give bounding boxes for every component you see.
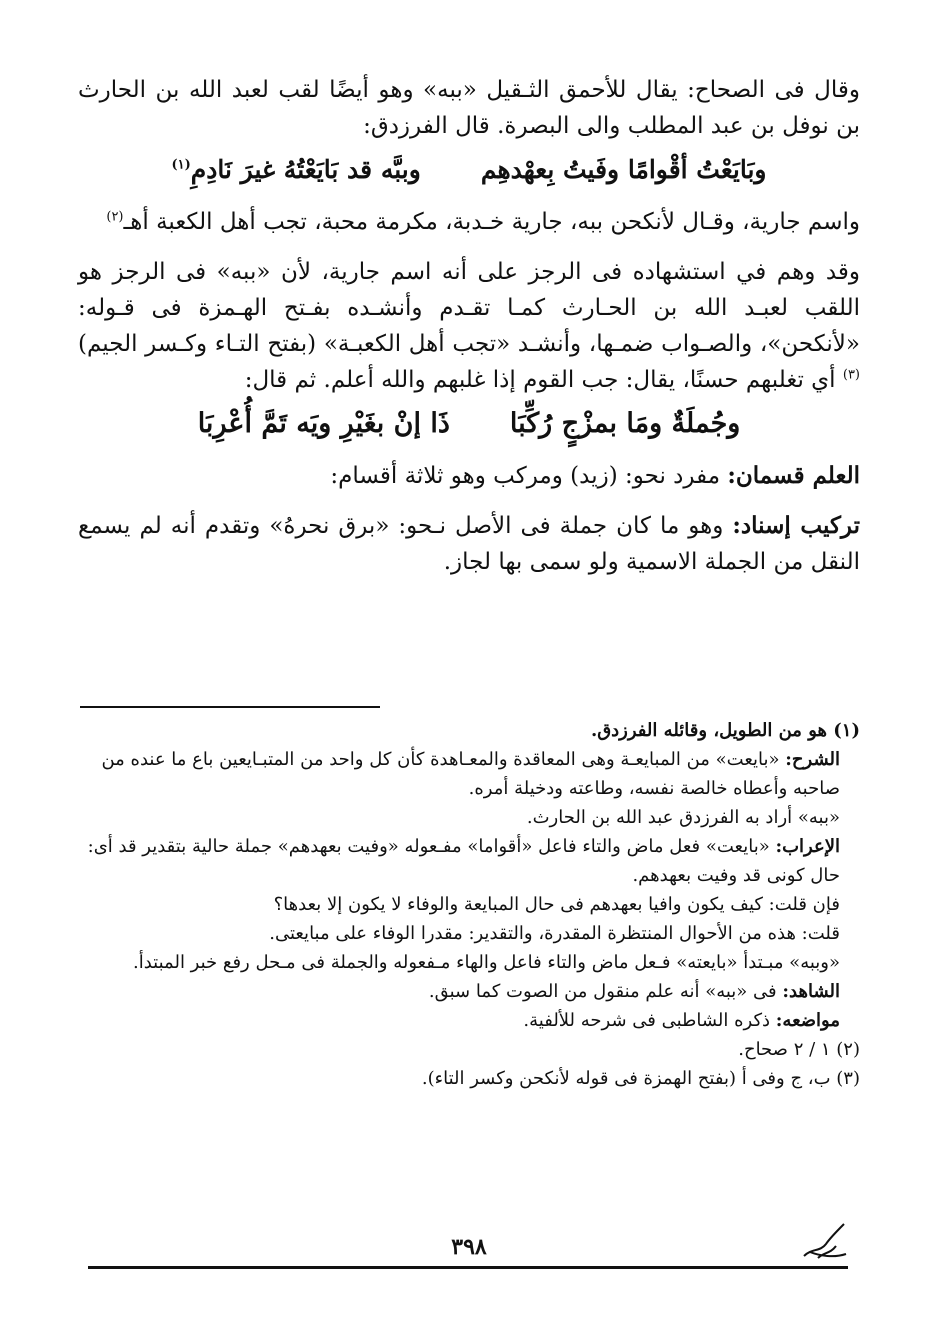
footnote-shahid: الشاهد: فى «ببه» أنه علم منقول من الصوت كما سبق. [428,981,840,1002]
footnote-ref-2: (٢) [106,209,124,225]
footnote-irab: الإعراب: «بايعت» فعل ماض والتاء فاعل «أقواما» مفـعوله «وفيت بعهدهم» جملة حالية بتقدير قد أى: حال كونى قد وفيت بعهدهم. [87,836,840,886]
verse-2-second-hemistich: ذَا إنْ بغَيْرِ ويَه تَمَّ أُعْرِبَا [197,408,450,439]
verse-1-first-hemistich: وبَايَعْتُ أقْوامًا وفَيتُ بِعهْدهِم [480,155,767,184]
main-text [78,72,860,594]
footnote-wababbah: «وببه» مبـتدأ «بايعته» فـعل ماض والتاء فاعل والهاء مـفعوله والجملة فى مـحل رفع خبر المبتدأ. [133,952,840,973]
footnote-mawadi: مواضعه: ذكره الشاطبى فى شرحه للألفية. [523,1010,840,1031]
paragraph-4: العلم قسمان: مفرد نحو: (زيد) ومركب وهو ثلاثة أقسام: [330,462,860,489]
footnote-2: (٢) ١ / ٢ صحاح. [738,1039,860,1060]
page-number: ٣٩٨ [451,1234,487,1260]
footnote-ref-3: (٣) [842,367,860,383]
footnote-question: فإن قلت: كيف يكون وافيا بعهدهم فى حال المبايعة والوفاء لا يكون إلا بعدها؟ [273,894,840,915]
signature-mark-icon [800,1218,850,1262]
footnote-1: (١) هو من الطويل، وقائله الفرزدق. [590,720,860,741]
verse-2-first-hemistich: وجُملَةٌ ومَا بمزْجٍ رُكِّبَا [509,408,741,439]
footnotes [78,716,860,1093]
verse-1 [78,150,860,190]
verse-1-second-hemistich: وببَّه قد بَايَعْتُهُ غيرَ نَادِمِ$^{(١)}$ [171,155,421,184]
footnote-babbah: «ببه» أراد به الفرزدق عبد الله بن الحارث. [526,807,840,828]
footnote-ref-1: (١) [171,157,191,173]
footnote-answer: قلت: هذه من الأحوال المنتظرة المقدرة، والتقدير: مقدرا الوفاء على مبايعتى. [269,923,840,944]
paragraph-1: وقال فى الصحاح: يقال للأحمق الثـقيل «ببه» وهو أيضًا لقب لعبد الله بن الحارث بن نوفل بن عبد المطلب والى البصرة. قال الفرزدق: [78,77,860,139]
verse-2 [78,404,860,444]
footnote-3: (٣) ب، ج وفى أ (بفتح الهمزة فى قوله لأنكحن وكسر التاء). [421,1068,860,1089]
footnote-sharh: الشرح: «بايعت» من المبايعـة وهى المعاقدة والمعـاهدة كأن كل واحد من المتبـايعين باع ما عنده من صاحبه وأعطاه خالصة نفسه، وطاعته ودخيلة أمره. [101,749,840,799]
footnote-separator [80,706,380,708]
bottom-rule [88,1266,848,1269]
paragraph-2: واسم جارية، وقـال لأنكحن ببه، جارية خـدبة، مكرمة محبة، تجب أهل الكعبة أهـ$^{(٢)}$ [106,209,860,235]
paragraph-5: تركيب إسناد: وهو ما كان جملة فى الأصل نـحو: «برق نحرهُ» وتقدم أنه لم يسمع النقل من الجملة الاسمية ولو سمى بها لجاز. [78,512,860,575]
paragraph-3: وقد وهم في استشهاده فى الرجز على أنه اسم جارية، لأن «ببه» فى الرجز هو اللقب لعبـد الله بن الحـارث كمـا تقـدم وأنشـده بفـتح الهـمزة فى قـوله: «لأنكحن»، والصـواب ضمـها، وأنشـد «تجب أهل الكعبـة» (بفتح التـاء وكـسر الجيم)$^{(٣)}$ أي تغلبهم حسنًا، يقال: جب القوم إذا غلبهم والله أعلم. ثم قال: [78,259,860,393]
